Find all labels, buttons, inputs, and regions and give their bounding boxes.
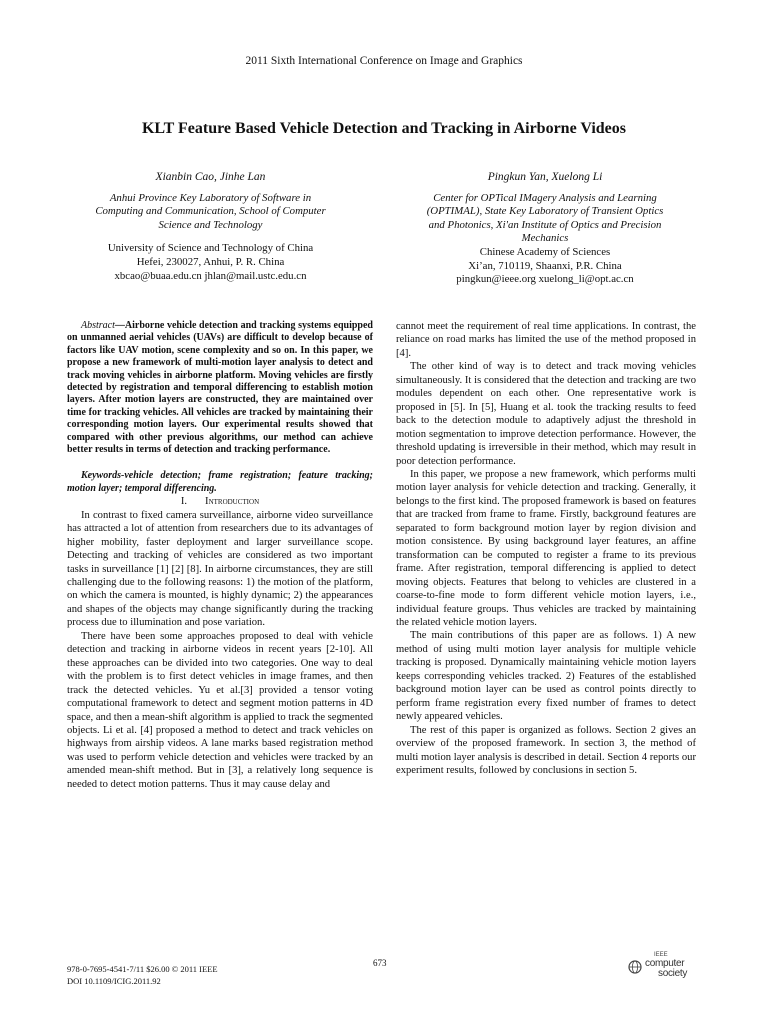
paragraph: In contrast to fixed camera surveillance, airborne video surveillance has attracted a lot of attention from researchers due to its advantages of higher mobility, faster deployment and larger surveillance scope. Detecting and tracking of vehicles are considered as two important tasks in surveillance [1] [2] [8]. In airborne circumstances, they are still challenging due to the following reasons: 1) the motion of the platform, on which the camera is mounted, is highly dynamic; 2) the appearances and shapes of the objects may change significantly during the tracking process due to illumination and pose variation. bbox=[67, 509, 373, 629]
ieee-globe-icon bbox=[628, 960, 642, 974]
author-names: Pingkun Yan, Xuelong Li bbox=[487, 171, 603, 183]
abstract-text: —Airborne vehicle detection and tracking systems equipped on unmanned aerial vehicles (UAVs) are difficult to develop because of factors like UAV motion, scene complexity and so on. In this paper, we propose a new framework of multi-motion layer analysis to detect and track moving vehicles in airborne platform. Moving vehicles are firstly detected by registration and temporal differencing to establish motion layers. After motion layers are constructed, they are maintained over time for tracking vehicles. All vehicles are tracked by maintaining their corresponding motion layers. Our experimental results showed that compared with other previous algorithms, our method can achieve better results in terms of detection and tracking performance. bbox=[67, 320, 373, 456]
section-heading bbox=[67, 495, 373, 508]
author-block-left bbox=[68, 171, 353, 283]
author-institution bbox=[400, 246, 690, 287]
footer-doi: DOI 10.1109/ICIG.2011.92 bbox=[67, 976, 161, 986]
author-emails: pingkun@ieee.org xuelong_li@opt.ac.cn bbox=[456, 273, 634, 286]
logo-ieee-text: IEEE bbox=[654, 952, 668, 958]
institution-line: Chinese Academy of Sciences bbox=[479, 245, 611, 258]
section-name: Introduction bbox=[205, 496, 260, 508]
paragraph: In this paper, we propose a new framework, which performs multi motion layer analysis for vehicle detection and tracking. Generally, it belongs to the first kind. The proposed framework is based on features that are tracked from frame to frame. Firstly, background features are separated to form background motion layer by region division and motion consistence. By using background layer features, an affine transformation can be computed to register a frame to its previous frame. After registration, temporal differencing is applied to detect moving objects. Features that belong to vehicles are clustered in a coarse-to-fine mode to form different vehicle motion layers, i.e., individual feature groups. Thus vehicles are tracked by maintaining the related vehicle motion layers. bbox=[396, 468, 696, 628]
author-emails: xbcao@buaa.edu.cn jhlan@mail.ustc.edu.cn bbox=[114, 269, 307, 282]
ieee-computer-society-logo bbox=[628, 952, 698, 982]
affiliation-line: Mechanics bbox=[521, 232, 569, 245]
author-block-right bbox=[400, 171, 690, 287]
logo-society-text: society bbox=[658, 968, 688, 979]
conference-header: 2011 Sixth International Conference on Image and Graphics bbox=[245, 55, 523, 67]
author-affiliation bbox=[400, 192, 690, 246]
paragraph: The rest of this paper is organized as follows. Section 2 gives an overview of the proposed framework. In section 3, the method of multi motion layer analysis is described in detail. Section 4 reports our experiment results, followed by conclusions in section 5. bbox=[396, 724, 696, 776]
institution-line: University of Science and Technology of China bbox=[107, 242, 314, 255]
paper-title: KLT Feature Based Vehicle Detection and Tracking in Airborne Videos bbox=[141, 120, 627, 137]
keywords: Keywords-vehicle detection; frame registration; feature tracking; motion layer; temporal differencing. bbox=[67, 470, 373, 494]
affiliation-line: Anhui Province Key Laboratory of Software in bbox=[109, 191, 312, 204]
abstract-label: Abstract bbox=[81, 320, 115, 331]
paragraph: There have been some approaches proposed to deal with vehicle detection and tracking in airborne videos in recent years [2-10]. All these approaches can be divided into two categories. One way to deal with the problem is to first detect vehicles in image frames, and then track the detected vehicles. Yu et al.[3] provided a tensor voting computational framework to detect and segment motion patterns in 4D space, and then a mean-shift algorithm is applied to track the segmented objects. Li et al. [4] proposed a method to detect and track vehicles on highways from airship videos. A lane marks based registration method was used to perform vehicle detection and vehicles were tracked by an amended mean-shift method. But in [3], a relatively long sequence is needed to detect motion patterns. Thus it may cause delay and bbox=[67, 630, 373, 790]
institution-line: Hefei, 230027, Anhui, P. R. China bbox=[136, 255, 285, 268]
right-column bbox=[396, 320, 696, 777]
footer-isbn: 978-0-7695-4541-7/11 $26.00 © 2011 IEEE bbox=[67, 964, 218, 974]
paragraph: The other kind of way is to detect and track moving vehicles simultaneously. It is considered that the detection and tracking are two modules dependent on each other. One representative work is proposed in [5]. In [5], Huang et al. took the tracking results to feed back to the detection module to adaptively adjust the threshold in motion segmentation to improve detection performance. However, the threshold updating is irreversible in their method, which may result in poor detection performance. bbox=[396, 361, 696, 467]
affiliation-line: Science and Technology bbox=[158, 218, 263, 231]
author-names: Xianbin Cao, Jinhe Lan bbox=[155, 171, 266, 183]
logo-computer-text: computer bbox=[645, 958, 685, 969]
abstract bbox=[67, 320, 373, 456]
paragraph: The main contributions of this paper are as follows. 1) A new method of using multi motion layer analysis for multiple vehicle tracking is proposed. Dynamically maintaining vehicle motion layers keeps corresponding vehicles tracked. 2) Features of the established background motion layer can be used as control points directly to perform frame registration every fixed number of frames to detect newly appeared vehicles. bbox=[396, 630, 696, 723]
paragraph: cannot meet the requirement of real time applications. In contrast, the reliance on road marks has limited the use of the method proposed in [4]. bbox=[396, 321, 696, 359]
author-affiliation bbox=[68, 192, 353, 233]
author-institution bbox=[68, 242, 353, 283]
affiliation-line: Center for OPTical IMagery Analysis and Learning bbox=[433, 191, 657, 204]
affiliation-line: Computing and Communication, School of Computer bbox=[95, 205, 326, 218]
affiliation-line: (OPTIMAL), State Key Laboratory of Transient Optics bbox=[426, 205, 664, 218]
section-number: I. bbox=[180, 496, 188, 508]
affiliation-line: and Photonics, Xi'an Institute of Optics and Precision bbox=[428, 218, 662, 231]
page-number: 673 bbox=[373, 958, 387, 968]
institution-line: Xi’an, 710119, Shaanxi, P.R. China bbox=[468, 259, 622, 272]
footer-copyright bbox=[67, 963, 218, 987]
left-column bbox=[67, 320, 373, 791]
